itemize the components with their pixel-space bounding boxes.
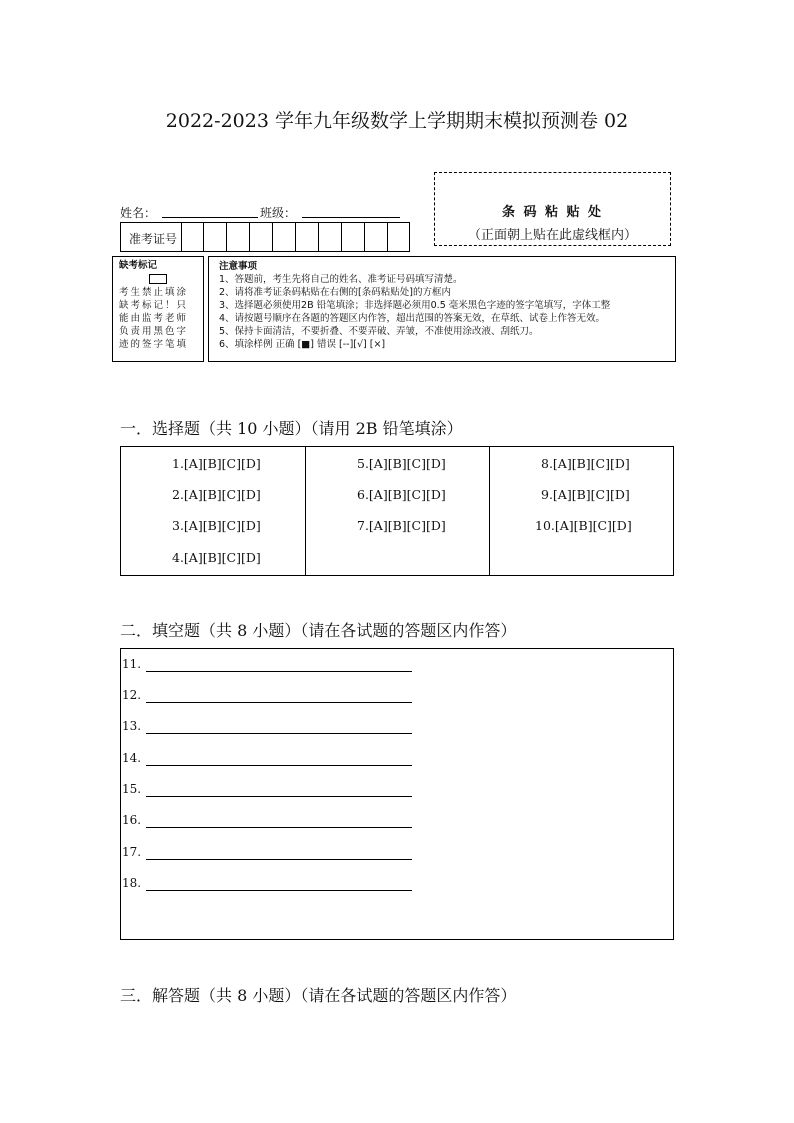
fill-item-number: 11. — [122, 657, 142, 671]
notes-box — [208, 256, 676, 362]
exam-id-label: 准考证号 — [129, 232, 178, 246]
choice-item[interactable]: 8.[A][B][C][D] — [541, 456, 630, 471]
fill-item-number: 15. — [122, 782, 142, 796]
fill-answer-line[interactable] — [146, 702, 412, 703]
fill-answer-line[interactable] — [146, 671, 412, 672]
absent-line: 能由监考老师 — [119, 313, 189, 324]
choice-item[interactable]: 10.[A][B][C][D] — [535, 518, 632, 533]
notes-item: 5、保持卡面清洁，不要折叠、不要弄破、弄皱，不准使用涂改液、刮纸刀。 — [219, 326, 539, 337]
notes-item: 3、选择题必须使用2B 铅笔填涂；非选择题必须用0.5 毫米黑色字迹的签字笔填写，字体工整 — [219, 300, 611, 311]
name-label: 姓名： — [120, 206, 157, 220]
section3-title: 三．解答题（共 8 小题）（请在各试题的答题区内作答） — [120, 986, 517, 1005]
fill-answer-area — [120, 648, 674, 940]
exam-id-grid — [120, 222, 410, 252]
choice-item[interactable]: 6.[A][B][C][D] — [357, 487, 446, 502]
fill-answer-line[interactable] — [146, 733, 412, 734]
fill-answer-line[interactable] — [146, 765, 412, 766]
notes-item: 1、答题前，考生先将自己的姓名、准考证号码填写清楚。 — [219, 274, 463, 285]
barcode-title: 条 码 粘 贴 处 — [501, 205, 604, 220]
choice-item[interactable]: 4.[A][B][C][D] — [172, 550, 261, 565]
absent-line: 缺考标记！只 — [119, 300, 189, 311]
notes-item: 2、请将准考证条码粘贴在右侧的[条码粘贴处]的方框内 — [219, 287, 451, 298]
fill-answer-line[interactable] — [146, 859, 412, 860]
section2-title: 二．填空题（共 8 小题）（请在各试题的答题区内作答） — [120, 621, 517, 640]
absent-line: 考生禁止填涂 — [119, 287, 189, 298]
fill-item-number: 16. — [122, 813, 142, 827]
barcode-area — [434, 172, 671, 246]
absent-mark-box — [112, 256, 204, 362]
class-label: 班级： — [260, 206, 297, 220]
barcode-note: （正面朝上贴在此虚线框内） — [467, 228, 637, 243]
fill-item-number: 13. — [122, 719, 142, 733]
fill-answer-line[interactable] — [146, 796, 412, 797]
page-title: 2022-2023 学年九年级数学上学期期末模拟预测卷 02 — [165, 110, 629, 132]
absent-title: 缺考标记 — [119, 260, 158, 271]
choice-item[interactable]: 7.[A][B][C][D] — [357, 518, 446, 533]
choice-item[interactable]: 9.[A][B][C][D] — [541, 487, 630, 502]
choice-item[interactable]: 5.[A][B][C][D] — [357, 456, 446, 471]
absent-line: 迹的签字笔填 — [119, 339, 189, 350]
fill-item-number: 14. — [122, 751, 142, 765]
fill-answer-line[interactable] — [146, 827, 412, 828]
name-field[interactable] — [162, 217, 258, 218]
notes-item: 6、填涂样例 正确 [■] 错误 [--][√] [×] — [219, 339, 386, 350]
class-field[interactable] — [302, 217, 400, 218]
fill-answer-line[interactable] — [146, 890, 412, 891]
absent-line: 负责用黑色字 — [119, 326, 189, 337]
notes-title: 注意事项 — [219, 261, 258, 272]
fill-item-number: 18. — [122, 876, 142, 890]
absent-checkbox[interactable] — [149, 274, 167, 284]
choice-item[interactable]: 3.[A][B][C][D] — [172, 518, 261, 533]
fill-item-number: 12. — [122, 688, 142, 702]
section1-title: 一．选择题（共 10 小题）（请用 2B 铅笔填涂） — [120, 419, 463, 438]
choice-item[interactable]: 1.[A][B][C][D] — [172, 456, 261, 471]
notes-item: 4、请按题号顺序在各题的答题区内作答，超出范围的答案无效，在草纸、试卷上作答无效。 — [219, 313, 606, 324]
choice-item[interactable]: 2.[A][B][C][D] — [172, 487, 261, 502]
fill-item-number: 17. — [122, 845, 142, 859]
